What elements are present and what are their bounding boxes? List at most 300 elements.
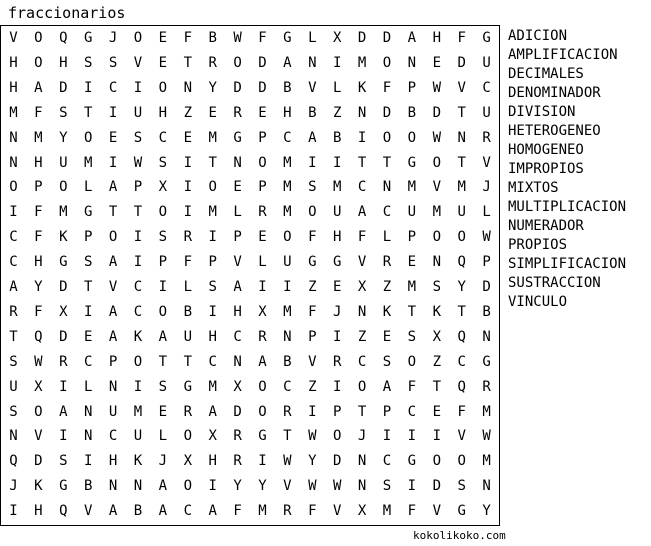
grid-cell[interactable]: T (357, 154, 367, 171)
grid-cell[interactable]: D (382, 104, 392, 121)
grid-cell[interactable]: I (258, 279, 267, 295)
grid-cell[interactable]: D (59, 279, 68, 295)
grid-cell[interactable]: H (158, 104, 168, 121)
grid-cell[interactable]: I (407, 428, 417, 445)
grid-cell[interactable]: I (158, 279, 168, 295)
grid-cell[interactable]: R (183, 403, 193, 420)
grid-cell[interactable]: L (83, 378, 93, 395)
grid-cell[interactable]: V (9, 30, 18, 46)
grid-cell[interactable]: Z (183, 104, 193, 121)
grid-cell[interactable]: B (208, 30, 217, 46)
grid-cell[interactable]: D (382, 30, 392, 46)
grid-cell[interactable]: H (34, 154, 43, 171)
grid-cell[interactable]: T (183, 353, 193, 370)
grid-cell[interactable]: S (457, 478, 466, 495)
grid-cell[interactable]: O (59, 179, 68, 196)
grid-cell[interactable]: N (357, 303, 367, 320)
grid-cell[interactable]: C (407, 403, 417, 420)
grid-cell[interactable]: I (108, 154, 118, 171)
grid-cell[interactable]: T (407, 303, 417, 320)
grid-cell[interactable]: T (83, 279, 93, 295)
grid-cell[interactable]: W (482, 229, 491, 246)
grid-cell[interactable]: A (407, 30, 417, 46)
grid-cell[interactable]: H (9, 54, 18, 71)
grid-cell[interactable]: E (258, 229, 267, 246)
grid-cell[interactable]: U (59, 154, 68, 171)
grid-cell[interactable]: C (108, 79, 118, 96)
grid-cell[interactable]: V (457, 79, 466, 96)
grid-cell[interactable]: H (59, 54, 68, 71)
grid-cell[interactable]: G (308, 254, 317, 271)
grid-cell[interactable]: I (308, 403, 317, 420)
grid-cell[interactable]: O (108, 229, 118, 246)
grid-cell[interactable]: I (332, 378, 342, 395)
grid-cell[interactable]: M (208, 129, 217, 146)
grid-cell[interactable]: W (133, 154, 143, 171)
grid-cell[interactable]: D (457, 54, 466, 71)
grid-cell[interactable]: E (407, 254, 417, 271)
grid-cell[interactable]: P (258, 179, 267, 196)
grid-cell[interactable]: I (133, 79, 143, 96)
grid-cell[interactable]: N (283, 328, 292, 345)
grid-cell[interactable]: C (158, 129, 168, 146)
grid-cell[interactable]: I (59, 378, 68, 395)
grid-cell[interactable]: I (59, 428, 68, 445)
grid-cell[interactable]: T (9, 328, 18, 345)
grid-cell[interactable]: K (133, 453, 143, 470)
grid-cell[interactable]: G (482, 353, 491, 370)
grid-cell[interactable]: N (9, 129, 18, 146)
grid-cell[interactable]: M (332, 179, 342, 196)
grid-cell[interactable]: N (233, 353, 242, 370)
grid-cell[interactable]: N (133, 478, 143, 495)
grid-cell[interactable]: I (9, 204, 18, 221)
grid-cell[interactable]: O (133, 353, 143, 370)
grid-cell[interactable]: S (133, 129, 143, 146)
grid-cell[interactable]: V (108, 279, 118, 295)
grid-cell[interactable]: E (83, 328, 93, 345)
grid-cell[interactable]: I (308, 154, 317, 171)
grid-cell[interactable]: I (83, 453, 93, 470)
grid-cell[interactable]: A (308, 129, 317, 146)
grid-cell[interactable]: C (9, 254, 18, 271)
grid-cell[interactable]: O (407, 129, 417, 146)
grid-cell[interactable]: F (308, 229, 317, 246)
grid-cell[interactable]: G (283, 30, 292, 46)
grid-cell[interactable]: R (59, 353, 68, 370)
grid-cell[interactable]: L (83, 179, 93, 196)
grid-cell[interactable]: U (108, 403, 118, 420)
grid-cell[interactable]: C (133, 303, 143, 320)
grid-cell[interactable]: D (432, 104, 442, 121)
grid-cell[interactable]: F (308, 503, 317, 520)
grid-cell[interactable]: W (432, 79, 442, 96)
grid-cell[interactable]: A (34, 79, 43, 96)
grid-cell[interactable]: W (332, 478, 342, 495)
grid-cell[interactable]: I (332, 54, 342, 71)
grid-cell[interactable]: A (382, 378, 392, 395)
grid-cell[interactable]: H (233, 303, 242, 320)
grid-cell[interactable]: V (283, 478, 292, 495)
grid-cell[interactable]: I (283, 279, 292, 295)
grid-cell[interactable]: R (283, 403, 292, 420)
grid-cell[interactable]: H (34, 254, 43, 271)
grid-cell[interactable]: U (482, 54, 491, 71)
grid-cell[interactable]: B (83, 478, 93, 495)
grid-cell[interactable]: J (9, 478, 18, 495)
grid-cell[interactable]: U (133, 428, 143, 445)
grid-cell[interactable]: P (208, 254, 217, 271)
grid-cell[interactable]: O (183, 478, 193, 495)
grid-cell[interactable]: Y (208, 79, 217, 96)
grid-cell[interactable]: N (108, 478, 118, 495)
grid-cell[interactable]: O (357, 378, 367, 395)
grid-cell[interactable]: X (332, 30, 342, 46)
grid-cell[interactable]: J (158, 453, 168, 470)
grid-cell[interactable]: D (59, 328, 68, 345)
grid-cell[interactable]: H (208, 328, 217, 345)
grid-cell[interactable]: A (208, 403, 217, 420)
grid-cell[interactable]: O (233, 54, 242, 71)
grid-cell[interactable]: N (407, 54, 417, 71)
grid-cell[interactable]: F (407, 378, 417, 395)
grid-cell[interactable]: P (133, 179, 143, 196)
grid-cell[interactable]: B (407, 104, 417, 121)
grid-cell[interactable]: D (258, 79, 267, 96)
grid-cell[interactable]: X (59, 303, 68, 320)
grid-cell[interactable]: N (233, 154, 242, 171)
grid-cell[interactable]: R (233, 428, 242, 445)
grid-cell[interactable]: F (382, 79, 392, 96)
grid-cell[interactable]: H (208, 453, 217, 470)
grid-cell[interactable]: K (34, 478, 43, 495)
grid-cell[interactable]: V (457, 428, 466, 445)
grid-cell[interactable]: T (108, 204, 118, 221)
grid-cell[interactable]: F (183, 30, 193, 46)
grid-cell[interactable]: G (258, 428, 267, 445)
grid-cell[interactable]: T (133, 204, 143, 221)
grid-cell[interactable]: O (407, 353, 417, 370)
grid-cell[interactable]: S (59, 104, 68, 121)
grid-cell[interactable]: G (332, 254, 342, 271)
grid-cell[interactable]: D (432, 478, 442, 495)
grid-cell[interactable]: D (233, 79, 242, 96)
grid-cell[interactable]: R (382, 254, 392, 271)
grid-cell[interactable]: A (108, 179, 118, 196)
grid-cell[interactable]: I (133, 378, 143, 395)
grid-cell[interactable]: S (83, 54, 93, 71)
grid-cell[interactable]: S (9, 353, 18, 370)
grid-cell[interactable]: A (158, 328, 168, 345)
grid-cell[interactable]: F (308, 303, 317, 320)
grid-cell[interactable]: Z (308, 279, 317, 295)
grid-cell[interactable]: V (482, 154, 491, 171)
grid-cell[interactable]: B (332, 129, 342, 146)
grid-cell[interactable]: P (83, 229, 93, 246)
grid-cell[interactable]: O (432, 154, 442, 171)
grid-cell[interactable]: G (83, 204, 93, 221)
grid-cell[interactable]: H (332, 229, 342, 246)
grid-cell[interactable]: R (258, 204, 267, 221)
grid-cell[interactable]: V (432, 179, 442, 196)
grid-cell[interactable]: L (183, 279, 193, 295)
grid-cell[interactable]: E (382, 328, 392, 345)
grid-cell[interactable]: R (233, 453, 242, 470)
grid-cell[interactable]: P (34, 179, 43, 196)
grid-cell[interactable]: R (283, 503, 292, 520)
grid-cell[interactable]: T (183, 54, 193, 71)
grid-cell[interactable]: P (332, 403, 342, 420)
grid-cell[interactable]: S (308, 179, 317, 196)
grid-cell[interactable]: G (59, 254, 68, 271)
grid-cell[interactable]: E (108, 129, 118, 146)
grid-cell[interactable]: A (357, 204, 367, 221)
grid-cell[interactable]: B (283, 79, 292, 96)
grid-cell[interactable]: I (208, 303, 217, 320)
grid-cell[interactable]: C (382, 204, 392, 221)
grid-cell[interactable]: M (9, 104, 18, 121)
grid-cell[interactable]: B (283, 353, 292, 370)
grid-cell[interactable]: M (208, 378, 217, 395)
grid-cell[interactable]: R (183, 229, 193, 246)
grid-cell[interactable]: W (34, 353, 43, 370)
grid-cell[interactable]: S (208, 279, 217, 295)
grid-cell[interactable]: O (457, 229, 466, 246)
grid-cell[interactable]: I (258, 453, 267, 470)
grid-cell[interactable]: A (258, 353, 267, 370)
grid-cell[interactable]: O (183, 428, 193, 445)
grid-cell[interactable]: D (482, 279, 491, 295)
grid-cell[interactable]: F (34, 303, 43, 320)
grid-cell[interactable]: G (407, 453, 417, 470)
grid-cell[interactable]: S (407, 328, 417, 345)
grid-cell[interactable]: H (108, 453, 118, 470)
grid-cell[interactable]: T (382, 154, 392, 171)
grid-cell[interactable]: L (332, 79, 342, 96)
grid-cell[interactable]: I (332, 154, 342, 171)
grid-cell[interactable]: L (158, 428, 168, 445)
grid-cell[interactable]: X (357, 279, 367, 295)
grid-cell[interactable]: F (34, 229, 43, 246)
grid-cell[interactable]: O (158, 204, 168, 221)
grid-cell[interactable]: T (357, 403, 367, 420)
grid-cell[interactable]: Z (382, 279, 392, 295)
grid-cell[interactable]: N (9, 154, 18, 171)
grid-cell[interactable]: N (183, 79, 193, 96)
grid-cell[interactable]: E (432, 54, 442, 71)
grid-cell[interactable]: O (258, 154, 267, 171)
grid-cell[interactable]: N (482, 478, 491, 495)
grid-cell[interactable]: I (83, 303, 93, 320)
grid-cell[interactable]: O (432, 229, 442, 246)
grid-cell[interactable]: H (283, 104, 292, 121)
grid-cell[interactable]: Q (59, 30, 68, 46)
grid-cell[interactable]: Q (457, 378, 466, 395)
grid-cell[interactable]: C (357, 179, 367, 196)
grid-cell[interactable]: C (283, 129, 292, 146)
grid-cell[interactable]: O (332, 428, 342, 445)
grid-cell[interactable]: L (482, 204, 491, 221)
grid-cell[interactable]: P (108, 353, 118, 370)
grid-cell[interactable]: J (108, 30, 118, 46)
grid-cell[interactable]: M (357, 54, 367, 71)
grid-cell[interactable]: S (382, 353, 392, 370)
grid-cell[interactable]: A (108, 503, 118, 520)
grid-cell[interactable]: X (258, 303, 267, 320)
grid-cell[interactable]: P (258, 129, 267, 146)
grid-cell[interactable]: O (34, 54, 43, 71)
grid-cell[interactable]: O (308, 204, 317, 221)
grid-cell[interactable]: N (83, 403, 93, 420)
grid-cell[interactable]: I (332, 328, 342, 345)
grid-cell[interactable]: Z (357, 328, 367, 345)
grid-cell[interactable]: A (158, 503, 168, 520)
grid-cell[interactable]: Y (233, 478, 242, 495)
grid-cell[interactable]: L (258, 254, 267, 271)
grid-cell[interactable]: I (208, 478, 217, 495)
grid-cell[interactable]: V (133, 54, 143, 71)
grid-cell[interactable]: P (158, 254, 168, 271)
grid-cell[interactable]: M (482, 453, 491, 470)
grid-cell[interactable]: O (258, 403, 267, 420)
grid-cell[interactable]: O (83, 129, 93, 146)
grid-cell[interactable]: B (183, 303, 193, 320)
grid-cell[interactable]: D (332, 453, 342, 470)
grid-cell[interactable]: W (308, 478, 317, 495)
grid-cell[interactable]: T (457, 104, 466, 121)
grid-cell[interactable]: D (357, 30, 367, 46)
grid-cell[interactable]: I (183, 154, 193, 171)
grid-cell[interactable]: B (133, 503, 143, 520)
grid-cell[interactable]: Q (457, 254, 466, 271)
grid-cell[interactable]: R (233, 104, 242, 121)
grid-cell[interactable]: P (308, 328, 317, 345)
grid-cell[interactable]: C (108, 428, 118, 445)
grid-cell[interactable]: H (432, 30, 442, 46)
grid-cell[interactable]: F (258, 30, 267, 46)
grid-cell[interactable]: K (133, 328, 143, 345)
grid-cell[interactable]: I (183, 204, 193, 221)
grid-cell[interactable]: E (208, 104, 217, 121)
grid-cell[interactable]: W (308, 428, 317, 445)
grid-cell[interactable]: D (258, 54, 267, 71)
grid-cell[interactable]: I (407, 478, 417, 495)
grid-cell[interactable]: K (382, 303, 392, 320)
grid-cell[interactable]: O (283, 229, 292, 246)
grid-cell[interactable]: O (158, 303, 168, 320)
grid-cell[interactable]: P (482, 254, 491, 271)
grid-cell[interactable]: C (233, 328, 242, 345)
grid-cell[interactable]: R (482, 378, 491, 395)
grid-cell[interactable]: N (357, 453, 367, 470)
grid-cell[interactable]: C (283, 378, 292, 395)
grid-cell[interactable]: P (407, 79, 417, 96)
grid-cell[interactable]: E (233, 179, 242, 196)
grid-cell[interactable]: N (308, 54, 317, 71)
grid-cell[interactable]: V (308, 79, 317, 96)
grid-cell[interactable]: X (34, 378, 43, 395)
grid-cell[interactable]: A (208, 503, 217, 520)
grid-cell[interactable]: M (482, 403, 491, 420)
grid-cell[interactable]: I (83, 79, 93, 96)
grid-cell[interactable]: T (158, 353, 168, 370)
grid-cell[interactable]: F (357, 229, 367, 246)
grid-cell[interactable]: E (332, 279, 342, 295)
grid-cell[interactable]: R (482, 129, 491, 146)
grid-cell[interactable]: C (457, 353, 466, 370)
grid-cell[interactable]: O (208, 179, 217, 196)
grid-cell[interactable]: I (208, 229, 217, 246)
grid-cell[interactable]: L (382, 229, 392, 246)
grid-cell[interactable]: X (208, 428, 217, 445)
grid-cell[interactable]: G (407, 154, 417, 171)
grid-cell[interactable]: C (83, 353, 93, 370)
grid-cell[interactable]: C (9, 229, 18, 246)
grid-cell[interactable]: I (9, 503, 18, 520)
grid-cell[interactable]: S (108, 54, 118, 71)
grid-cell[interactable]: T (208, 154, 217, 171)
grid-cell[interactable]: Z (432, 353, 442, 370)
grid-cell[interactable]: P (407, 229, 417, 246)
grid-cell[interactable]: Q (34, 328, 43, 345)
grid-cell[interactable]: I (133, 229, 143, 246)
grid-cell[interactable]: X (357, 503, 367, 520)
grid-cell[interactable]: O (382, 54, 392, 71)
grid-cell[interactable]: U (457, 204, 466, 221)
grid-cell[interactable]: I (183, 179, 193, 196)
grid-cell[interactable]: B (308, 104, 317, 121)
grid-cell[interactable]: F (34, 104, 43, 121)
grid-cell[interactable]: C (382, 453, 392, 470)
grid-cell[interactable]: R (9, 303, 18, 320)
grid-cell[interactable]: Y (59, 129, 68, 146)
grid-cell[interactable]: O (9, 179, 18, 196)
grid-cell[interactable]: M (283, 154, 292, 171)
grid-cell[interactable]: E (158, 54, 168, 71)
grid-cell[interactable]: F (233, 503, 242, 520)
grid-cell[interactable]: O (34, 403, 43, 420)
grid-cell[interactable]: Y (482, 503, 491, 520)
grid-cell[interactable]: F (407, 503, 417, 520)
grid-cell[interactable]: Y (457, 279, 466, 295)
grid-cell[interactable]: U (183, 328, 193, 345)
grid-cell[interactable]: M (283, 303, 292, 320)
grid-cell[interactable]: X (233, 378, 242, 395)
grid-cell[interactable]: P (382, 403, 392, 420)
grid-cell[interactable]: I (133, 254, 143, 271)
grid-cell[interactable]: M (283, 179, 292, 196)
grid-cell[interactable]: M (133, 403, 143, 420)
grid-cell[interactable]: M (208, 204, 217, 221)
grid-cell[interactable]: C (208, 353, 217, 370)
grid-cell[interactable]: O (158, 79, 168, 96)
grid-cell[interactable]: A (59, 403, 68, 420)
grid-cell[interactable]: M (407, 279, 417, 295)
grid-cell[interactable]: L (233, 204, 242, 221)
grid-cell[interactable]: E (183, 129, 193, 146)
grid-cell[interactable]: I (382, 428, 392, 445)
grid-cell[interactable]: A (108, 328, 118, 345)
grid-cell[interactable]: A (233, 279, 242, 295)
grid-cell[interactable]: E (258, 104, 267, 121)
grid-cell[interactable]: O (457, 453, 466, 470)
grid-cell[interactable]: R (208, 54, 217, 71)
grid-cell[interactable]: J (482, 179, 491, 196)
grid-cell[interactable]: Q (457, 328, 466, 345)
grid-cell[interactable]: M (283, 204, 292, 221)
grid-cell[interactable]: E (158, 403, 168, 420)
grid-cell[interactable]: F (34, 204, 43, 221)
